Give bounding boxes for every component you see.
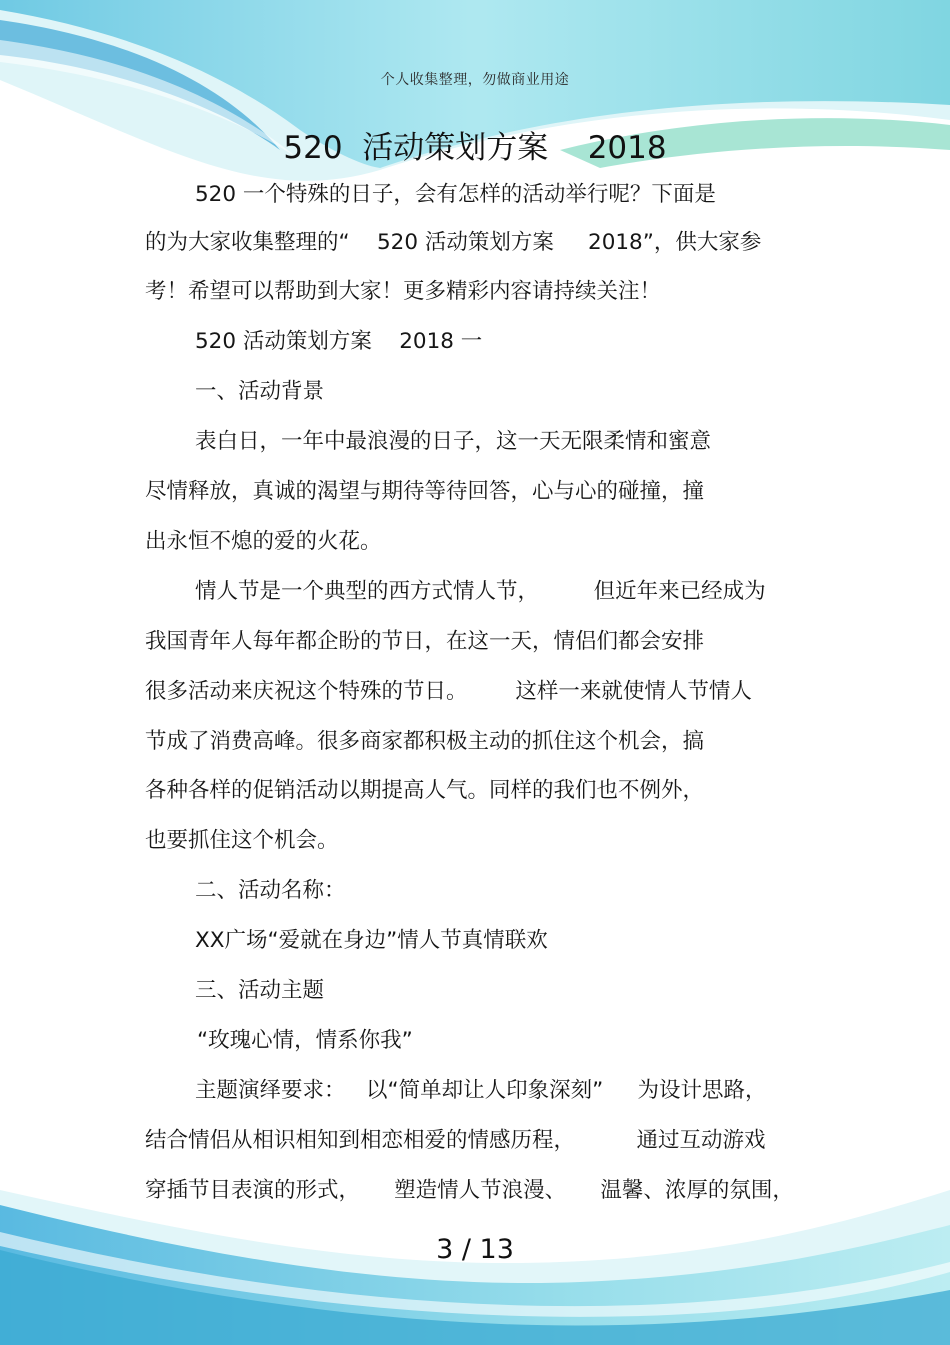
section-heading: 二、活动名称： [195,878,346,903]
body-line: 的为大家收集整理的“ 520 活动策划方案 2018”，供大家参 [145,230,762,255]
body-line: 也要抓住这个机会。 [145,828,339,853]
body-line: 各种各样的促销活动以期提高人气。同样的我们也不例外， [145,778,705,803]
body-line: 结合情侣从相识相知到相恋相爱的情感历程， 通过互动游戏 [145,1128,766,1153]
body-line: 考！希望可以帮助到大家！更多精彩内容请持续关注！ [145,279,662,304]
body-line: 主题演绎要求： 以“简单却让人印象深刻” 为设计思路， [195,1078,767,1103]
body-line: 节成了消费高峰。很多商家都积极主动的抓住这个机会，搞 [145,729,705,754]
body-line: XX广场“爱就在身边”情人节真情联欢 [195,928,548,953]
body-line: 尽情释放，真诚的渴望与期待等待回答，心与心的碰撞，撞 [145,479,705,504]
section-heading: 三、活动主题 [195,978,325,1003]
watermark-text: 个人收集整理，勿做商业用途 [380,72,570,88]
body-line: 我国青年人每年都企盼的节日，在这一天，情侣们都会安排 [145,629,705,654]
body-line: 出永恒不熄的爱的火花。 [145,529,382,554]
section-heading: 一、活动背景 [195,379,325,404]
body-line: “玫瑰心情，情系你我” [197,1028,413,1053]
body-line: 情人节是一个典型的西方式情人节， 但近年来已经成为 [195,579,766,604]
body-line: 很多活动来庆祝这个特殊的节日。 这样一来就使情人节情人 [145,679,752,704]
section-heading: 520 活动策划方案 2018 一 [195,329,483,354]
body-line: 表白日，一年中最浪漫的日子，这一天无限柔情和蜜意 [195,429,712,454]
page-indicator: 3 / 13 [436,1234,514,1265]
body-line: 520 一个特殊的日子，会有怎样的活动举行呢？下面是 [195,182,716,207]
document-title: 520 活动策划方案 2018 [283,130,667,166]
body-line: 穿插节目表演的形式， 塑造情人节浪漫、 温馨、浓厚的氛围， [145,1178,794,1203]
